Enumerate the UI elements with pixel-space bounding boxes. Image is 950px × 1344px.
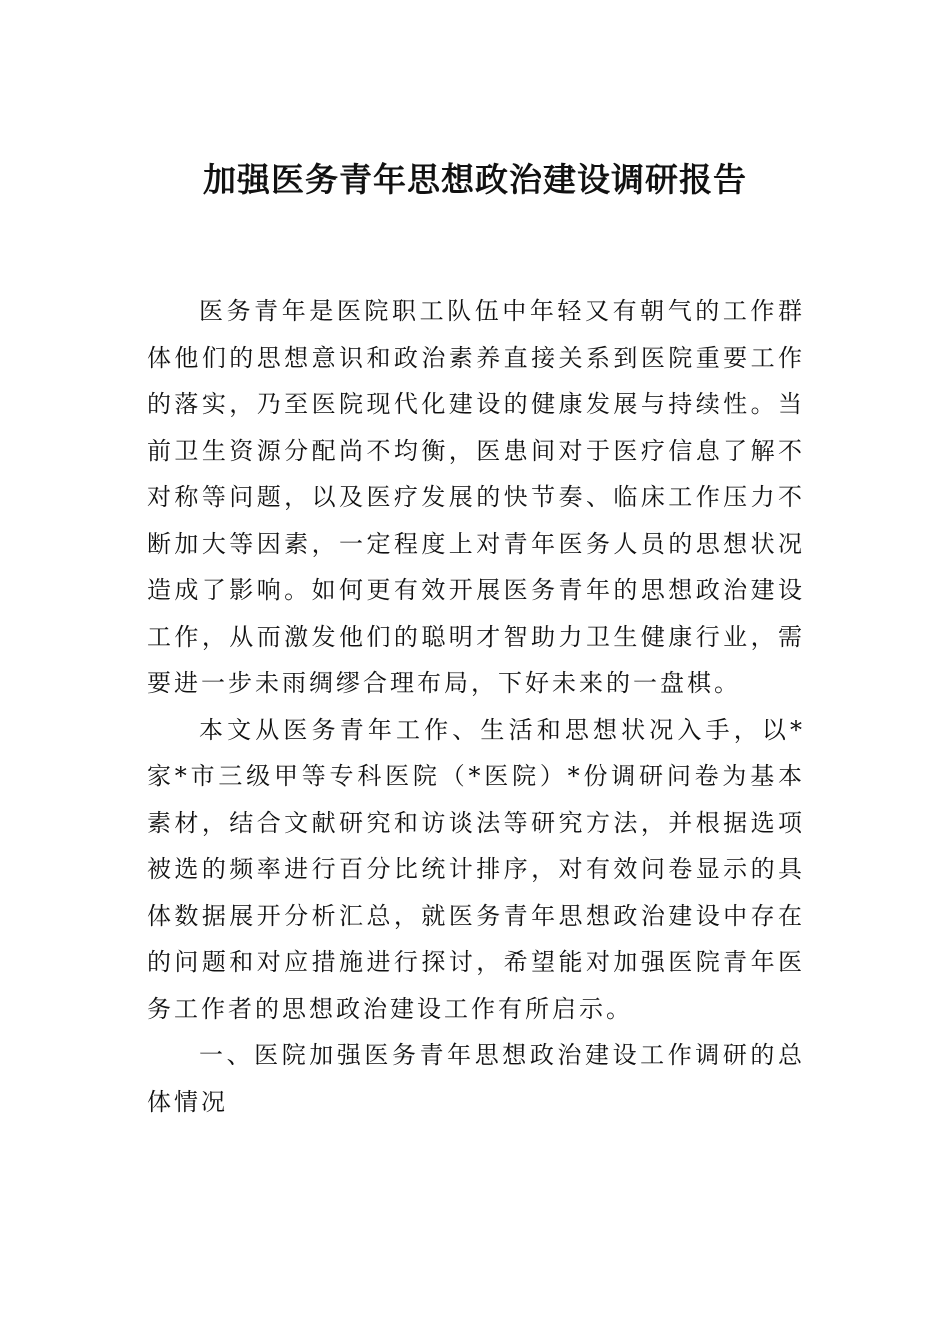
paragraph-method: 本文从医务青年工作、生活和思想状况入手，以*家*市三级甲等专科医院（*医院）*份调研问卷为基本素材，结合文献研究和访谈法等研究方法，并根据选项被选的频率进行百分比统计排序，对有效问卷显示的具体数据展开分析汇总，就医务青年思想政治建设中存在的问题和对应措施进行探讨，希望能对加强医院青年医务工作者的思想政治建设工作有所启示。 [147,715,805,1023]
section-heading-1: 一、医院加强医务青年思想政治建设工作调研的总体情况 [147,1041,805,1116]
paragraph-intro: 医务青年是医院职工队伍中年轻又有朝气的工作群体他们的思想意识和政治素养直接关系到医院重要工作的落实，乃至医院现代化建设的健康发展与持续性。当前卫生资源分配尚不均衡，医患间对于医疗信息了解不对称等问题，以及医疗发展的快节奏、临床工作压力不断加大等因素，一定程度上对青年医务人员的思想状况造成了影响。如何更有效开展医务青年的思想政治建设工作，从而激发他们的聪明才智助力卫生健康行业，需要进一步未雨绸缪合理布局，下好未来的一盘棋。 [147,297,805,697]
document-body [147,288,805,1125]
document-title: 加强医务青年思想政治建设调研报告 [203,160,747,199]
